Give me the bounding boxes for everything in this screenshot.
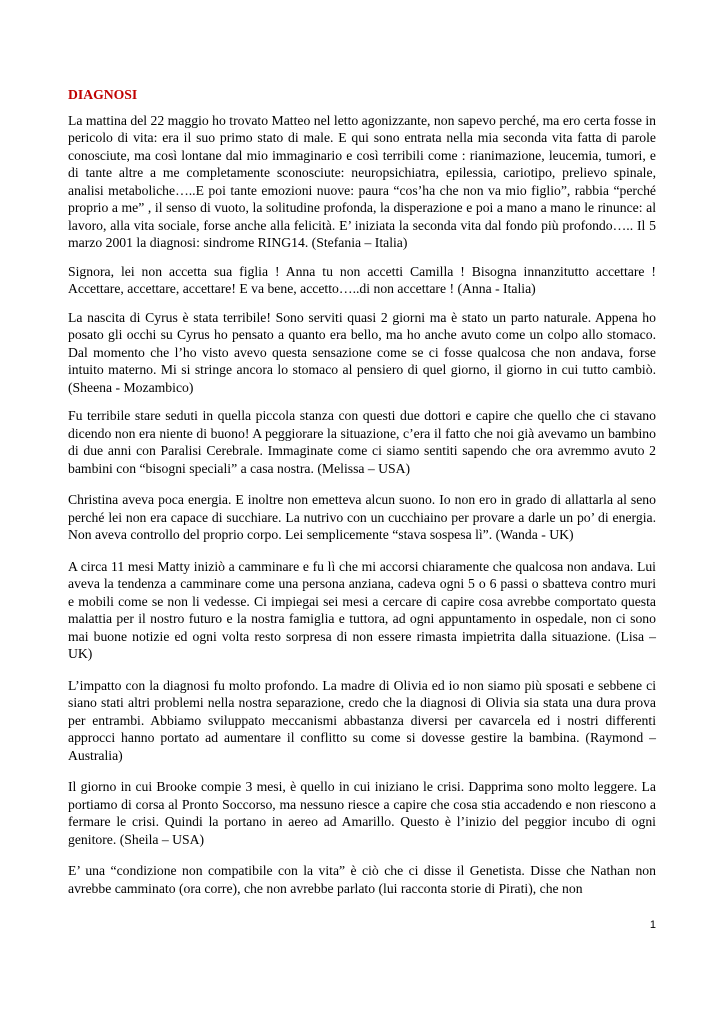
paragraph-wanda: Christina aveva poca energia. E inoltre non emetteva alcun suono. Io non ero in grado di allattarla al seno perché lei non era capace di succhiare. La nutrivo con un cucchiaino per provare a darle un po’ di energia. Non aveva controllo del proprio corpo. Lei semplicemente “stava sospesa lì”. (Wanda - UK) [68, 492, 656, 542]
page-number: 1 [649, 919, 656, 931]
paragraph-lisa: A circa 11 mesi Matty iniziò a camminare e fu lì che mi accorsi chiaramente che qualcosa non andava. Lui aveva la tendenza a camminare come una persona anziana, cadeva ogni 5 o 6 passi o sbatteva contro muri e mobili come se non li vedesse. Ci impiegai sei mesi a cercare di capire cosa avrebbe comportato questa malattia per il nostro futuro e la nostra famiglia e tuttora, ad ogni appuntamento in ospedale, non ci sono mai buone notizie ed ogni volta resto sorpresa di non essere rimasta impietrita dalla situazione. (Lisa – UK) [68, 558, 656, 661]
paragraph-anna: Signora, lei non accetta sua figlia ! Anna tu non accetti Camilla ! Bisogna innanzitutto accettare ! Accettare, accettare, accettare! E va bene, accetto…..di non accettare ! (Anna - Italia) [68, 263, 656, 296]
paragraph-stefania: La mattina del 22 maggio ho trovato Matteo nel letto agonizzante, non sapevo perché, ma ero certa fosse in pericolo di vita: era il suo primo stato di male. E qui sono entrata nella mia seconda vita fatta di parole conosciute, ma così lontane dal mio immaginario e così terribili come : rianimazione, leucemia, tumori, e di tante altre a me completamente sconosciute: neuropsichiatra, epilessia, cariotipo, prelievo spinale, analisi metaboliche…..E poi tante emozioni nuove: paura “cos’ha che non va mio figlio”, rabbia “perché proprio a me” , il senso di vuoto, la solitudine profonda, la disperazione e poi a mano a mano le rinunce: al lavoro, alla vita sociale, forse anche alla felicità. E’ iniziata la seconda vita dal fondo più profondo….. Il 5 marzo 2001 la diagnosi: sindrome RING14. (Stefania – Italia) [68, 112, 656, 250]
paragraph-sheila: Il giorno in cui Brooke compie 3 mesi, è quello in cui iniziano le crisi. Dapprima sono molto leggere. La portiamo di corsa al Pronto Soccorso, ma nessuno riesce a capire che cosa stia accadendo e non riescono a fermare le crisi. Quindi la portano in aereo ad Amarillo. Questo è l’inizio del peggior incubo di ogni genitore. (Sheila – USA) [68, 779, 656, 847]
document-page [68, 86, 656, 908]
document-title: DIAGNOSI [68, 87, 138, 102]
paragraph-nathan: E’ una “condizione non compatibile con la vita” è ciò che ci disse il Genetista. Disse che Nathan non avrebbe camminato (ora corre), che non avrebbe parlato (lui racconta storie di Pirati), che non [68, 863, 656, 896]
paragraph-melissa: Fu terribile stare seduti in quella piccola stanza con questi due dottori e capire che quello che ci stavano dicendo non era niente di buono! A peggiorare la situazione, c’era il fatto che noi già avevamo un bambino di due anni con Paralisi Cerebrale. Immaginate come ci siamo sentiti sapendo che ora avremmo avuto 2 bambini con “bisogni speciali” a casa nostra. (Melissa – USA) [68, 408, 656, 476]
paragraph-raymond: L’impatto con la diagnosi fu molto profondo. La madre di Olivia ed io non siamo più sposati e sebbene ci siano stati altri problemi nella nostra separazione, credo che la diagnosi di Olivia sia stata una dura prova per entrambi. Abbiamo sviluppato meccanismi abbastanza diversi per cavarcela ed i nostri differenti approcci hanno portato ad aumentare il conflitto su come si dovesse gestire la bambina. (Raymond – Australia) [68, 677, 656, 763]
paragraph-sheena: La nascita di Cyrus è stata terribile! Sono serviti quasi 2 giorni ma è stato un parto naturale. Appena ho posato gli occhi su Cyrus ho pensato a quanto era bello, ma ho anche avuto come un colpo allo stomaco. Dal momento che l’ho visto avevo questa sensazione come se ci fosse qualcosa che non andava, forse intuito materno. Mi si stringe ancora lo stomaco al pensiero di quel giorno, il giorno in cui tutto cambiò. (Sheena - Mozambico) [68, 309, 656, 395]
